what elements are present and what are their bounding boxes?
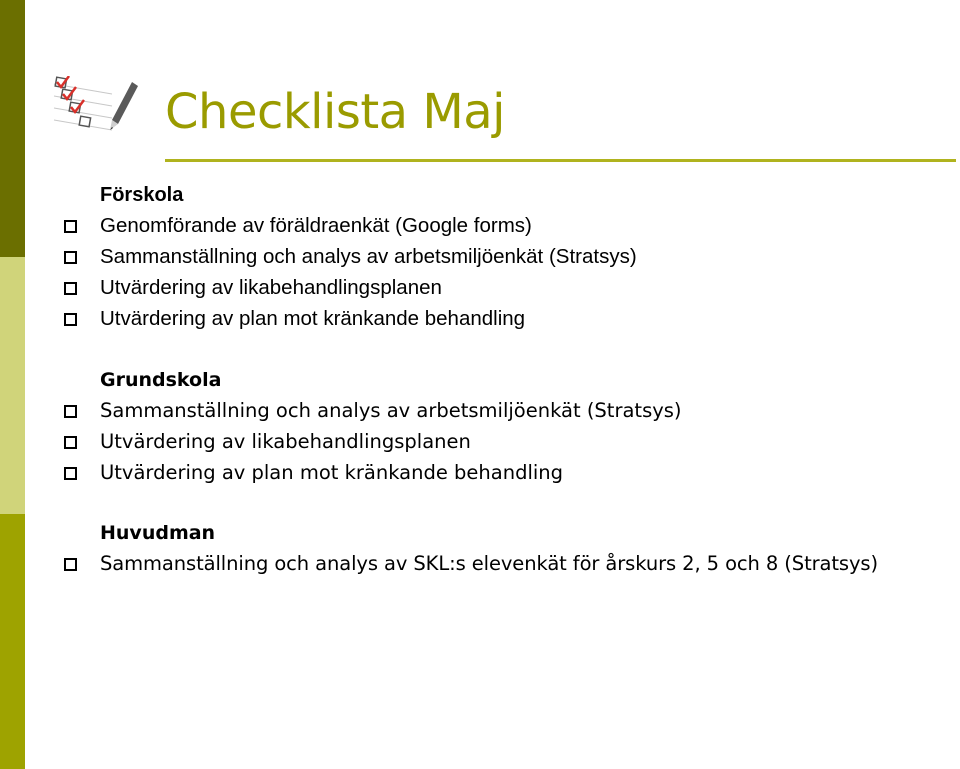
square-bullet-icon — [64, 558, 77, 571]
list-item — [60, 303, 940, 334]
section-huvudman — [60, 519, 940, 579]
side-stripe-bottom — [0, 514, 25, 769]
list-item-text: Utvärdering av plan mot kränkande behandling — [100, 307, 526, 330]
square-bullet-icon — [64, 405, 77, 418]
list-item-text: Genomförande av föräldraenkät (Google forms) — [100, 214, 532, 237]
square-bullet-icon — [64, 251, 77, 264]
list-item — [60, 426, 940, 457]
slide-title: Checklista Maj — [165, 84, 505, 140]
square-bullet-icon — [64, 436, 77, 449]
list-item — [60, 395, 940, 426]
list-item-text: Utvärdering av likabehandlingsplanen — [100, 276, 442, 299]
title-divider — [165, 159, 956, 162]
list-item — [60, 241, 940, 272]
list-item-text: Sammanställning och analys av SKL:s elevenkät för årskurs 2, 5 och 8 (Stratsys) — [100, 552, 879, 575]
square-bullet-icon — [64, 220, 77, 233]
list-item-text: Utvärdering av likabehandlingsplanen — [100, 430, 471, 453]
section-title-forskola: Förskola — [100, 184, 184, 206]
list-item — [60, 272, 940, 303]
side-stripe-middle — [0, 257, 25, 514]
section-title-grundskola: Grundskola — [100, 369, 222, 391]
section-title-huvudman: Huvudman — [100, 522, 216, 544]
list-item-text: Sammanställning och analys av arbetsmiljöenkät (Stratsys) — [100, 399, 682, 422]
list-item-text: Utvärdering av plan mot kränkande behandling — [100, 461, 564, 484]
square-bullet-icon — [64, 313, 77, 326]
square-bullet-icon — [64, 282, 77, 295]
square-bullet-icon — [64, 467, 77, 480]
list-item — [60, 548, 940, 579]
side-stripe-top — [0, 0, 25, 257]
list-item-text: Sammanställning och analys av arbetsmiljöenkät (Stratsys) — [100, 245, 637, 268]
section-grundskola — [60, 366, 940, 488]
checklist-icon — [52, 76, 138, 138]
list-item — [60, 210, 940, 241]
list-item — [60, 457, 940, 488]
section-forskola — [60, 181, 940, 334]
